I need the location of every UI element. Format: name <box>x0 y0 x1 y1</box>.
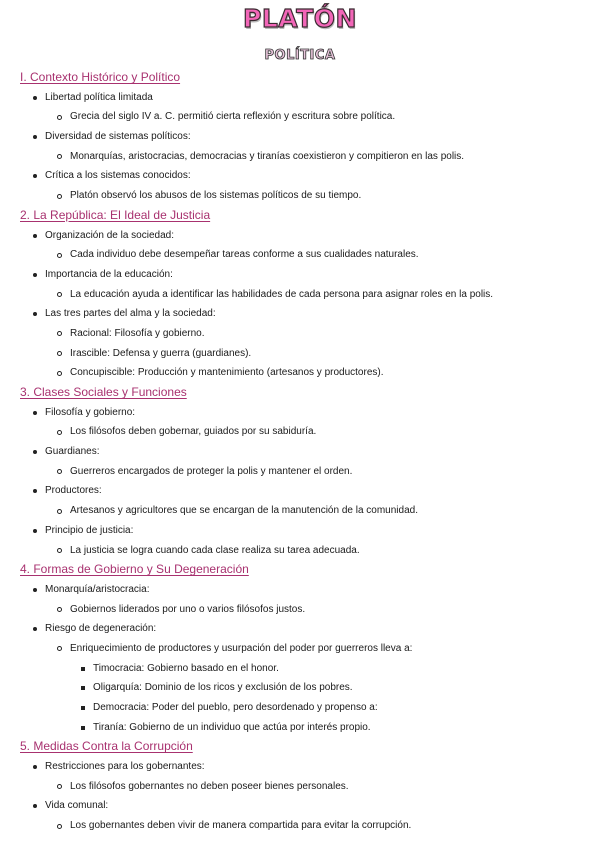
list-item-text: Enriquecimiento de productores y usurpación del poder por guerreros lleva a: <box>70 642 413 654</box>
list-item-text: Tiranía: Gobierno de un individuo que actúa por interés propio. <box>93 721 371 733</box>
list-item-level-2 <box>0 147 600 167</box>
list-item-text: Diversidad de sistemas políticos: <box>45 131 191 143</box>
list-item-level-1 <box>0 88 600 108</box>
bullet-disc-icon <box>33 174 37 178</box>
list-item-level-1 <box>0 619 600 639</box>
list-item-level-1 <box>0 127 600 147</box>
list-item-text: Timocracia: Gobierno basado en el honor. <box>93 662 279 674</box>
bullet-circle-icon <box>57 430 62 435</box>
bullet-circle-icon <box>57 784 62 789</box>
bullet-disc-icon <box>33 135 37 139</box>
bullet-circle-icon <box>57 194 62 199</box>
list-item-text: Las tres partes del alma y la sociedad: <box>45 308 216 320</box>
bullet-circle-icon <box>57 115 62 120</box>
bullet-disc-icon <box>33 450 37 454</box>
list-item-level-2 <box>0 324 600 344</box>
list-item-text: Artesanos y agricultores que se encargan de la manutención de la comunidad. <box>70 505 418 517</box>
list-item-level-2 <box>0 344 600 364</box>
list-item-level-1 <box>0 757 600 777</box>
list-item-level-3 <box>0 659 600 679</box>
list-item-text: Libertad política limitada <box>45 91 153 103</box>
list-item-text: Los filósofos gobernantes no deben poseer bienes personales. <box>70 780 349 792</box>
list-item-level-2 <box>0 285 600 305</box>
bullet-disc-icon <box>33 765 37 769</box>
document-subtitle: POLÍTICA <box>264 48 336 63</box>
list-item-level-2 <box>0 363 600 383</box>
bullet-circle-icon <box>57 469 62 474</box>
bullet-square-icon <box>81 726 85 730</box>
list-item-level-2 <box>0 422 600 442</box>
list-item-level-1 <box>0 796 600 816</box>
list-item-text: Concupiscible: Producción y mantenimiento (artesanos y productores). <box>70 367 384 379</box>
document-body <box>0 68 600 836</box>
list-item-level-1 <box>0 521 600 541</box>
bullet-disc-icon <box>33 312 37 316</box>
list-item-text: Productores: <box>45 485 102 497</box>
list-item-text: Monarquía/aristocracia: <box>45 583 150 595</box>
list-item-text: La justicia se logra cuando cada clase realiza su tarea adecuada. <box>70 544 360 556</box>
list-item-text: Filosofía y gobierno: <box>45 406 136 418</box>
section-heading: 4. Formas de Gobierno y Su Degeneración <box>20 562 249 577</box>
list-item-text: Riesgo de degeneración: <box>45 623 157 635</box>
list-item-level-1 <box>0 580 600 600</box>
list-item-text: Democracia: Poder del pueblo, pero desordenado y propenso a: <box>93 702 378 713</box>
list-item-level-2 <box>0 462 600 482</box>
bullet-circle-icon <box>57 607 62 612</box>
list-item-text: Importancia de la educación: <box>45 268 173 280</box>
list-item-text: Restricciones para los gobernantes: <box>45 761 205 773</box>
bullet-square-icon <box>81 686 85 690</box>
list-item-text: Racional: Filosofía y gobierno. <box>70 327 205 339</box>
list-item-level-2 <box>0 777 600 797</box>
list-item-level-2 <box>0 186 600 206</box>
bullet-disc-icon <box>33 588 37 592</box>
bullet-circle-icon <box>57 351 62 356</box>
list-item-level-2 <box>0 245 600 265</box>
list-item-text: Monarquías, aristocracias, democracias y tiranías coexistieron y compitieron en las polis. <box>70 150 465 162</box>
bullet-circle-icon <box>57 509 62 514</box>
section-heading: I. Contexto Histórico y Político <box>20 70 181 84</box>
list-item-text: Guardianes: <box>45 446 100 458</box>
bullet-circle-icon <box>57 371 62 376</box>
list-item-text: Guerreros encargados de proteger la polis y mantener el orden. <box>70 465 353 477</box>
bullet-circle-icon <box>57 292 62 297</box>
list-item-level-1 <box>0 265 600 285</box>
list-item-text: Cada individuo debe desempeñar tareas conforme a sus cualidades naturales. <box>70 249 419 261</box>
list-item-text: Vida comunal: <box>45 800 109 812</box>
bullet-circle-icon <box>57 824 62 829</box>
bullet-circle-icon <box>57 548 62 553</box>
bullet-disc-icon <box>33 411 37 415</box>
list-item-text: Oligarquía: Dominio de los ricos y exclusión de los pobres. <box>93 682 353 694</box>
list-item-level-1 <box>0 304 600 324</box>
list-item-level-1 <box>0 226 600 246</box>
list-item-level-1 <box>0 403 600 423</box>
bullet-disc-icon <box>33 273 37 277</box>
bullet-disc-icon <box>33 804 37 808</box>
list-item-level-2 <box>0 107 600 127</box>
list-item-level-1 <box>0 442 600 462</box>
bullet-disc-icon <box>33 489 37 493</box>
list-item-level-1 <box>0 166 600 186</box>
bullet-circle-icon <box>57 646 62 651</box>
list-item-level-2 <box>0 816 600 836</box>
bullet-circle-icon <box>57 154 62 159</box>
list-item-level-2 <box>0 639 600 659</box>
list-item-text: Los filósofos deben gobernar, guiados por su sabiduría. <box>70 426 317 438</box>
list-item-level-3 <box>0 678 600 698</box>
list-item-text: Principio de justicia: <box>45 524 134 536</box>
section-heading: 3. Clases Sociales y Funciones <box>20 385 187 399</box>
bullet-disc-icon <box>33 96 37 100</box>
list-item-text: Irascible: Defensa y guerra (guardianes). <box>70 347 252 359</box>
bullet-square-icon <box>81 667 85 671</box>
list-item-level-1 <box>0 481 600 501</box>
list-item-text: Los gobernantes deben vivir de manera compartida para evitar la corrupción. <box>70 820 412 832</box>
list-item-text: Gobiernos liderados por uno o varios filósofos justos. <box>70 603 306 615</box>
bullet-circle-icon <box>57 253 62 258</box>
list-item-text: Organización de la sociedad: <box>45 229 174 241</box>
list-item-text: Grecia del siglo IV a. C. permitió cierta reflexión y escritura sobre política. <box>70 111 396 123</box>
bullet-circle-icon <box>57 331 62 336</box>
list-item-level-3 <box>0 698 600 718</box>
list-item-level-2 <box>0 501 600 521</box>
bullet-disc-icon <box>33 627 37 631</box>
bullet-disc-icon <box>33 529 37 533</box>
bullet-square-icon <box>81 706 85 710</box>
section-heading: 5. Medidas Contra la Corrupción <box>20 739 193 754</box>
list-item-level-2 <box>0 541 600 561</box>
list-item-text: La educación ayuda a identificar las habilidades de cada persona para asignar roles en la polis. <box>70 288 494 300</box>
section-heading: 2. La República: El Ideal de Justicia <box>20 207 211 222</box>
bullet-disc-icon <box>33 234 37 238</box>
list-item-text: Crítica a los sistemas conocidos: <box>45 170 191 182</box>
list-item-level-2 <box>0 600 600 620</box>
document-title: PLATÓN <box>243 4 357 33</box>
list-item-text: Platón observó los abusos de los sistemas políticos de su tiempo. <box>70 190 362 202</box>
list-item-level-3 <box>0 718 600 738</box>
